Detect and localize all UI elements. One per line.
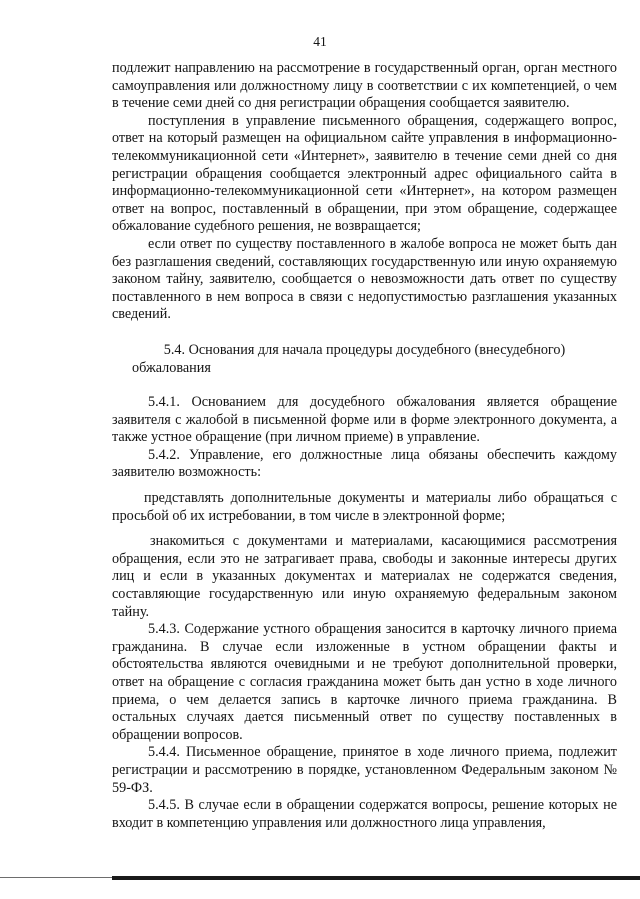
- paragraph-forwarding: подлежит направлению на рассмотрение в государственный орган, орган местного самоуправления или должностному лицу в соответствии с их компетенцией, о чем в течение семи дней со дня регистрации обращения сообщается заявителю.: [112, 60, 617, 112]
- page-number: 41: [313, 34, 327, 49]
- scan-edge-line: [0, 877, 112, 878]
- clause-5-4-3: 5.4.3. Содержание устного обращения заносится в карточку личного приема гражданина. В случае если изложенные в устном обращении факты и обстоятельства являются очевидными и не требуют дополнительной проверки, ответ на обращение с согласия гражданина может быть дан устно в ходе личного приема, о чем делается запись в карточке личного приема гражданина. В остальных случаях дается письменный ответ по существу поставленных в обращении вопросов.: [112, 621, 617, 743]
- section-heading: 5.4. Основания для начала процедуры досудебного (внесудебного) обжалования: [132, 341, 566, 376]
- clause-5-4-4: 5.4.4. Письменное обращение, принятое в ходе личного приема, подлежит регистрации и рассмотрению в порядке, установленном Федеральным законом № 59-ФЗ.: [112, 744, 617, 796]
- clause-5-4-2: 5.4.2. Управление, его должностные лица обязаны обеспечить каждому заявителю возможность:: [112, 446, 617, 481]
- paragraph-state-secret: если ответ по существу поставленного в жалобе вопроса не может быть дан без разглашения сведений, составляющих государственную или иную охраняемую законом тайну, заявителю, сообщается о невозможности дать ответ по существу поставленного в нем вопроса в связи с недопустимостью разглашения указанных сведений.: [112, 235, 617, 323]
- document-body: [112, 60, 617, 832]
- clause-5-4-2-item-review: знакомиться с документами и материалами, касающимися рассмотрения обращения, если это не затрагивает права, свободы и законные интересы других лиц и если в указанных документах и материалах не содержатся сведения, составляющие государственную или иную охраняемую федеральным законом тайну.: [112, 533, 617, 620]
- spacer: [112, 525, 617, 533]
- clause-5-4-1: 5.4.1. Основанием для досудебного обжалования является обращение заявителя с жалобой в письменной форме или в форме электронного документа, а также устное обращение (при личном приеме) в управление.: [112, 394, 617, 446]
- clause-5-4-2-item-documents: представлять дополнительные документы и материалы либо обращаться с просьбой об их истребовании, в том числе в электронной форме;: [112, 490, 617, 524]
- paragraph-website-answer: поступления в управление письменного обращения, содержащего вопрос, ответ на который размещен на официальном сайте управления в информационно-телекоммуникационной сети «Интернет», заявителю в течение семи дней со дня регистрации обращения сообщается электронный адрес официального сайта в информационно-телекоммуникационной сети «Интернет», на котором размещен ответ на вопрос, поставленный в обращении, при этом обращение, содержащее обжалование судебного решения, не возвращается;: [112, 112, 617, 235]
- scan-bottom-border: [112, 876, 640, 880]
- spacer: [112, 482, 617, 490]
- clause-5-4-5: 5.4.5. В случае если в обращении содержатся вопросы, решение которых не входит в компетенцию управления или должностного лица управления,: [112, 797, 617, 831]
